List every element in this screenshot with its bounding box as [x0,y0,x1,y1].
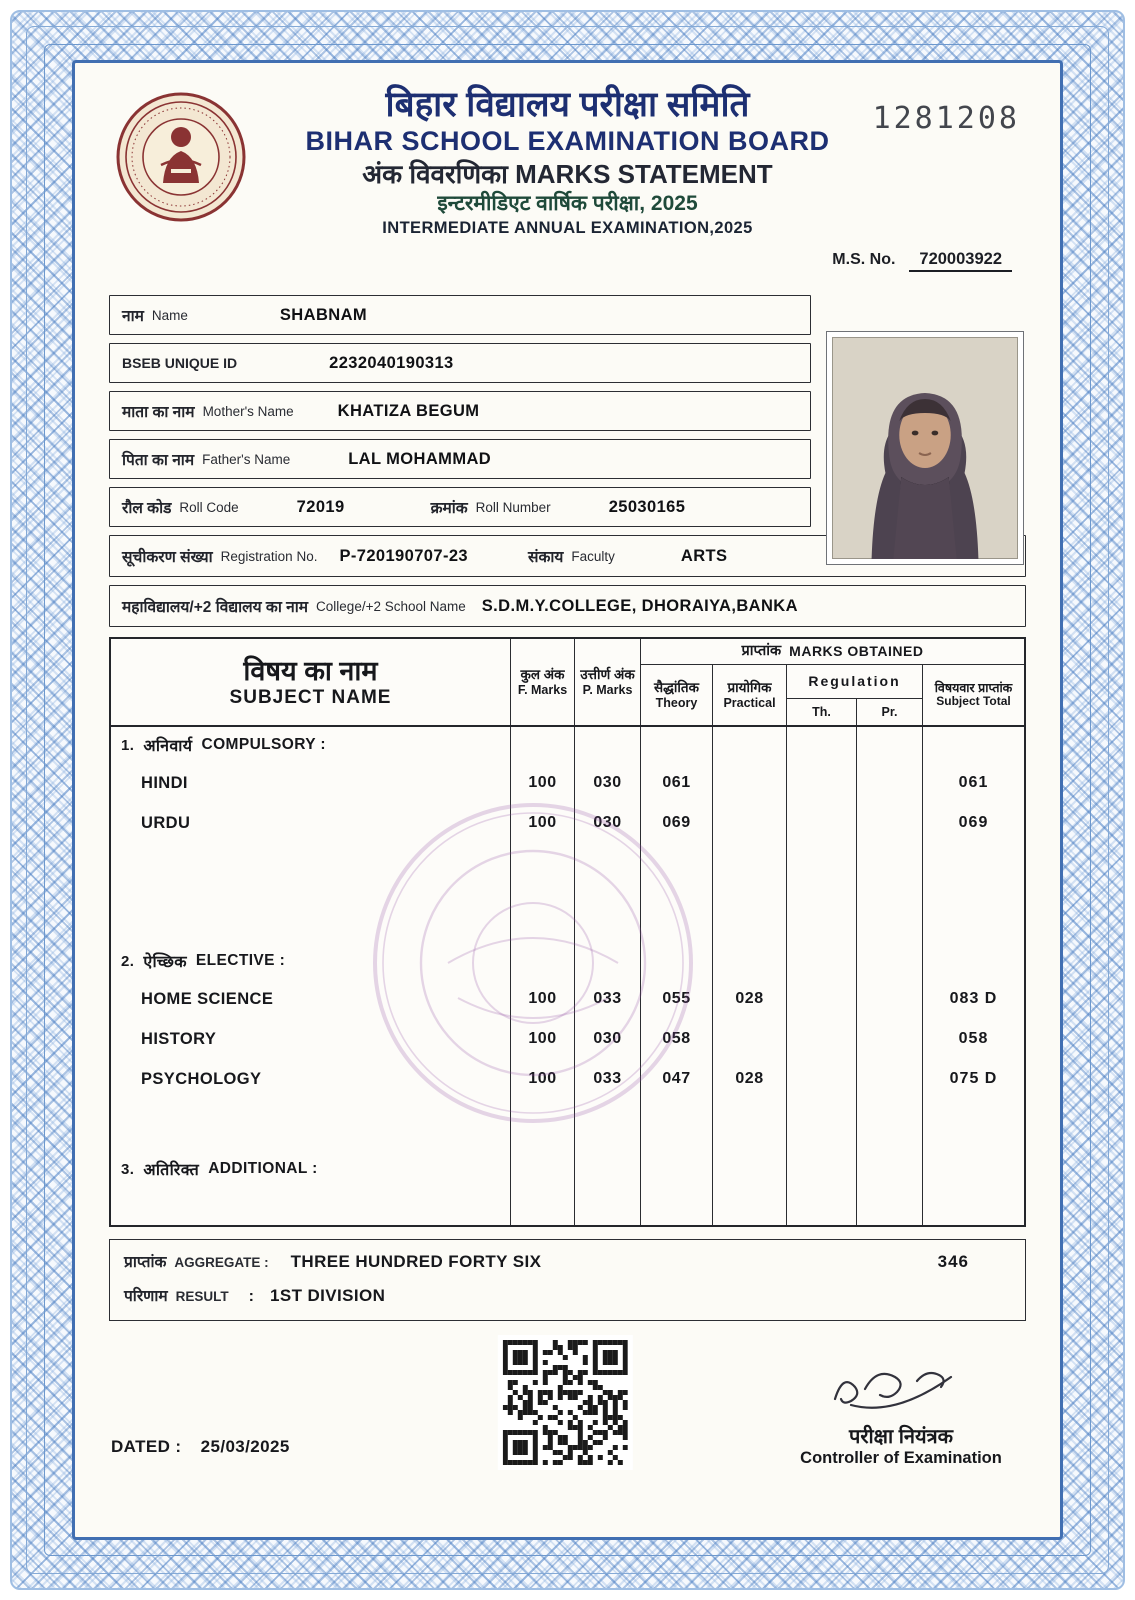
regulation-pr-cell [857,1019,923,1059]
cell [713,843,787,943]
subject-name: HOME SCIENCE [111,979,511,1019]
college-label: College/+2 School Name [316,598,466,614]
full-marks-cell: 100 [511,803,575,843]
field-father-name [109,439,811,479]
full-marks-header [511,639,575,725]
subject-total-header [923,665,1024,725]
theory-cell: 047 [641,1059,713,1099]
table-row-section-additional [111,1151,1024,1187]
regulation-pr-label: Pr. [881,704,898,719]
regulation-theory-header [787,699,857,725]
cell [641,843,713,943]
cell [511,727,575,763]
mother-label: Mother's Name [202,403,294,419]
cell [511,1151,575,1187]
pass-marks-header [575,639,641,725]
cell [923,1187,1024,1225]
full-marks-hindi: कुल अंक [520,667,565,683]
aggregate-value: 346 [937,1252,969,1271]
cell [923,727,1024,763]
section-label [111,727,511,763]
section-number: 1. [121,736,135,754]
student-photo [826,331,1024,565]
cell [857,727,923,763]
cell [923,843,1024,943]
name-label-hindi: नाम [122,308,144,325]
cell [641,727,713,763]
regulation-practical-header [857,699,923,725]
cell [923,1099,1024,1151]
roll-code-label: Roll Code [179,499,239,515]
field-bseb-id [109,343,811,383]
mother-label-hindi: माता का नाम [122,404,195,421]
cell [787,1099,857,1151]
roll-number-value: 25030165 [608,497,686,516]
table-row-urdu [111,803,1024,843]
result-row [124,1284,1011,1306]
practical-header [713,665,787,725]
aggregate-words: THREE HUNDRED FORTY SIX [290,1252,542,1271]
marks-table [109,637,1026,1227]
practical-cell [713,803,787,843]
serial-number: 1281208 [872,101,1020,136]
subject-header-hindi: विषय का नाम [243,655,378,686]
registration-label: Registration No. [220,548,318,564]
table-row-psychology [111,1059,1024,1099]
controller-signature-block [776,1363,1026,1468]
cell [713,1151,787,1187]
father-value: LAL MOHAMMAD [348,449,492,468]
dated-value: 25/03/2025 [200,1437,290,1456]
cell [787,943,857,979]
field-college [109,585,1026,627]
table-row-section-elective [111,943,1024,979]
cell [575,1151,641,1187]
board-logo [115,91,247,223]
practical-hindi: प्रायोगिक [727,680,772,696]
dated-row [111,1437,290,1457]
subject-total-hindi: विषयवार प्राप्तांक [934,680,1013,695]
table-spacer-row [111,1187,1024,1225]
cell [787,727,857,763]
cell [713,943,787,979]
ms-no-value: 720003922 [909,250,1012,272]
theory-english: Theory [655,695,698,710]
subject-total-cell: 069 [958,814,989,831]
controller-title-english: Controller of Examination [800,1449,1002,1467]
marks-obtained-header [641,639,1024,665]
regulation-header [787,665,923,699]
exam-title-hindi: इन्टरमीडिएट वार्षिक परीक्षा, 2025 [437,192,698,216]
cell [575,1187,641,1225]
dated-label: DATED : [111,1437,182,1456]
cell [641,1187,713,1225]
theory-cell: 061 [641,763,713,803]
cell [575,843,641,943]
practical-english: Practical [723,695,776,710]
cell [923,943,1024,979]
aggregate-box [109,1239,1026,1321]
cell [511,1187,575,1225]
section-number: 2. [121,952,135,970]
subject-total-english: Subject Total [936,694,1011,709]
signature [821,1363,981,1415]
section-label-english: ADDITIONAL : [208,1160,318,1177]
cell [511,943,575,979]
theory-cell: 069 [641,803,713,843]
cell [787,1187,857,1225]
full-marks-cell: 100 [511,1059,575,1099]
bseb-id-value: 2232040190313 [329,353,454,372]
ms-no-row [109,250,1012,272]
regulation-pr-cell [857,1059,923,1099]
regulation-th-cell [787,1059,857,1099]
result-label: RESULT [175,1289,229,1304]
cell [713,727,787,763]
college-label-hindi: महाविद्यालय/+2 विद्यालय का नाम [122,599,309,616]
faculty-label: Faculty [571,548,615,564]
theory-header [641,665,713,725]
cell [511,1099,575,1151]
table-spacer-row [111,1099,1024,1151]
full-marks-cell: 100 [511,763,575,803]
theory-hindi: सैद्धांतिक [654,680,699,696]
name-value: SHABNAM [279,305,368,324]
pass-marks-cell: 033 [575,979,641,1019]
regulation-th-cell [787,803,857,843]
pass-marks-hindi: उत्तीर्ण अंक [580,667,635,683]
marks-obtained-hindi: प्राप्तांक [741,643,782,660]
cell [575,943,641,979]
faculty-label-hindi: संकाय [528,549,564,566]
subject-total-cell: 058 [958,1030,989,1047]
field-mother-name [109,391,811,431]
regulation-th-cell [787,1019,857,1059]
exam-title-english: INTERMEDIATE ANNUAL EXAMINATION,2025 [382,219,753,238]
result-label-hindi: परिणाम [124,1288,168,1305]
marks-obtained-english: MARKS OBTAINED [789,643,924,660]
practical-cell [713,763,787,803]
subject-name: URDU [111,803,511,843]
father-label: Father's Name [202,451,291,467]
section-label-english: COMPULSORY : [201,736,326,753]
registration-value: P-720190707-23 [339,546,468,565]
cell [923,1151,1024,1187]
regulation-pr-cell [857,803,923,843]
subject-name-header [111,639,511,725]
controller-title-hindi: परीक्षा नियंत्रक [848,1426,954,1448]
pass-marks-cell: 030 [575,1019,641,1059]
cell [111,1099,511,1151]
mother-value: KHATIZA BEGUM [337,401,480,420]
table-row-home-science [111,979,1024,1019]
footer [109,1333,1026,1521]
cell [511,843,575,943]
cell [713,1099,787,1151]
regulation-label: Regulation [808,673,901,690]
cell [111,843,511,943]
full-marks-cell: 100 [511,1019,575,1059]
board-title-english: BIHAR SCHOOL EXAMINATION BOARD [305,126,830,157]
pass-marks-cell: 033 [575,1059,641,1099]
marks-statement-english: MARKS STATEMENT [515,158,773,189]
section-label-hindi: अतिरिक्त [143,1162,200,1179]
subject-total-cell: 061 [958,774,989,791]
result-value: 1ST DIVISION [269,1286,386,1305]
aggregate-label-hindi: प्राप्तांक [124,1254,167,1271]
section-label-hindi: ऐच्छिक [143,954,187,971]
regulation-pr-cell [857,763,923,803]
section-label [111,943,511,979]
regulation-th-cell [787,979,857,1019]
registration-label-hindi: सूचीकरण संख्या [122,549,213,566]
regulation-th-label: Th. [812,704,831,719]
field-roll [109,487,811,527]
bseb-id-label: BSEB UNIQUE ID [122,355,238,371]
cell [857,943,923,979]
pass-marks-cell: 030 [575,763,641,803]
roll-code-value: 72019 [296,497,345,516]
cell [857,1099,923,1151]
section-label-hindi: अनिवार्य [143,738,193,755]
name-label: Name [151,307,188,323]
table-spacer-row [111,843,1024,943]
qr-code [497,1335,632,1470]
cell [857,1187,923,1225]
section-number: 3. [121,1160,135,1178]
subject-header-english: SUBJECT NAME [229,686,392,708]
subject-name: HISTORY [111,1019,511,1059]
header [109,75,1026,287]
roll-number-label-hindi: क्रमांक [430,500,468,517]
candidate-fields [109,295,1026,627]
board-title-hindi: बिहार विद्यालय परीक्षा समिति [385,85,750,124]
marks-statement-hindi: अंक विवरणिका [362,158,508,189]
pass-marks-cell: 030 [575,803,641,843]
practical-cell: 028 [713,979,787,1019]
cell [641,1151,713,1187]
cell [857,843,923,943]
practical-cell: 028 [713,1059,787,1099]
table-row-section-compulsory [111,727,1024,763]
marks-table-header [111,639,1024,727]
theory-cell: 055 [641,979,713,1019]
certificate-body [72,60,1063,1540]
full-marks-cell: 100 [511,979,575,1019]
cell [787,843,857,943]
cell [641,1099,713,1151]
faculty-value: ARTS [680,546,728,565]
result-colon: : [248,1288,254,1305]
cell [857,1151,923,1187]
aggregate-row [124,1250,1011,1272]
practical-cell [713,1019,787,1059]
cell [713,1187,787,1225]
cell [575,727,641,763]
subject-total-cell: 083 D [949,990,998,1007]
section-label-english: ELECTIVE : [195,952,286,969]
regulation-th-cell [787,763,857,803]
cell [787,1151,857,1187]
roll-code-label-hindi: रौल कोड [122,500,172,517]
subject-total-cell: 075 D [949,1070,998,1087]
cell [111,1187,511,1225]
roll-number-label: Roll Number [475,499,551,515]
cell [575,1099,641,1151]
field-name [109,295,811,335]
regulation-pr-cell [857,979,923,1019]
table-row-history [111,1019,1024,1059]
full-marks-english: F. Marks [517,682,568,697]
section-label [111,1151,511,1187]
cell [641,943,713,979]
college-value: S.D.M.Y.COLLEGE, DHORAIYA,BANKA [481,596,798,615]
table-row-hindi [111,763,1024,803]
theory-cell: 058 [641,1019,713,1059]
subject-name: PSYCHOLOGY [111,1059,511,1099]
pass-marks-english: P. Marks [582,682,633,697]
father-label-hindi: पिता का नाम [122,452,195,469]
aggregate-label: AGGREGATE : [174,1255,269,1270]
subject-name: HINDI [111,763,511,803]
ms-no-label: M.S. No. [832,250,896,268]
